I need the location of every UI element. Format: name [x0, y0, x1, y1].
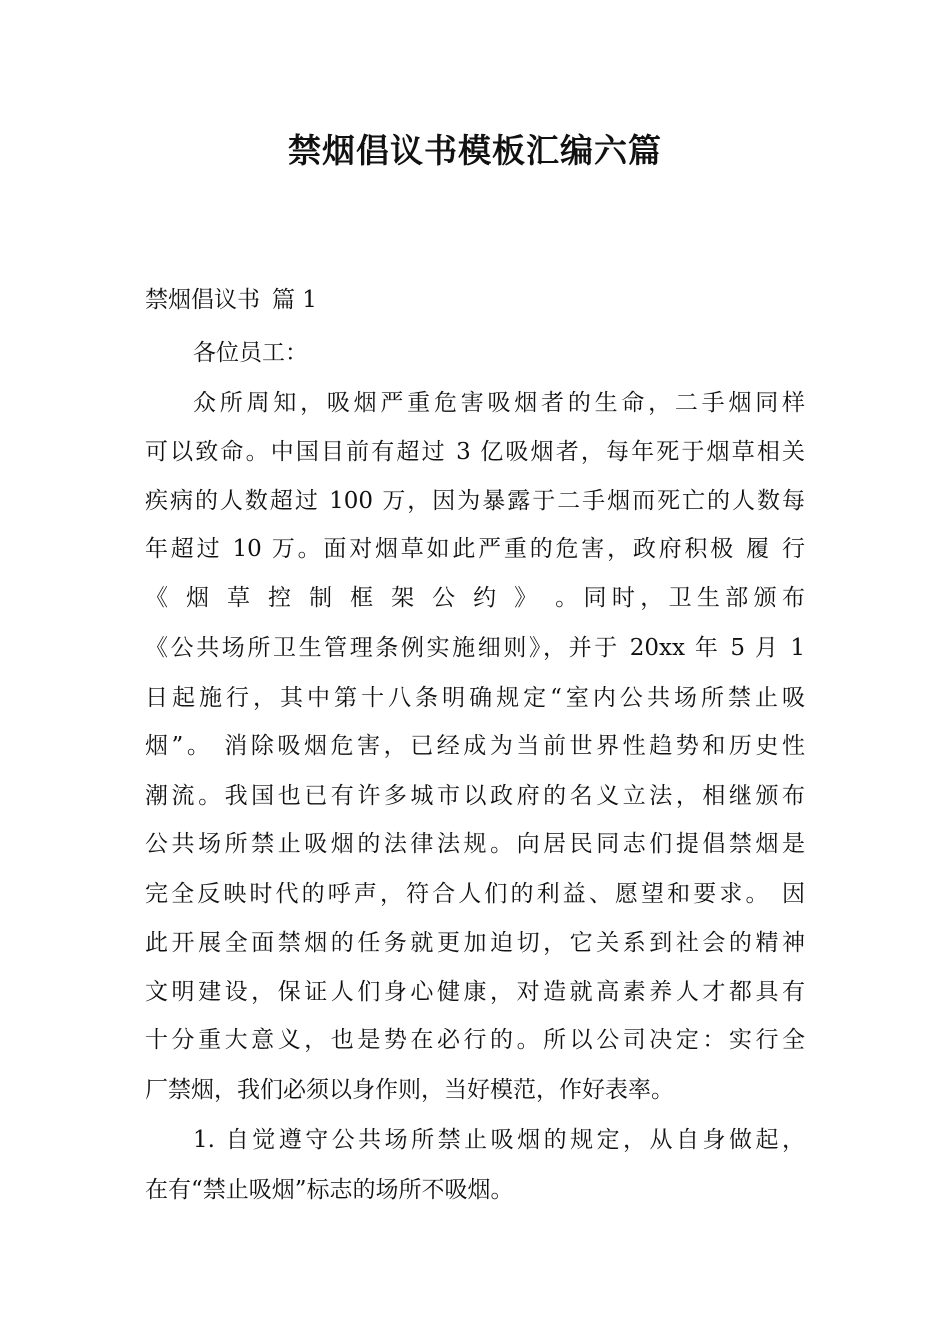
paragraph-line: 《 烟 草 控 制 框 架 公 约 》 。同时，卫生部颁布: [145, 585, 805, 611]
section-number: 篇 1: [272, 287, 317, 313]
paragraph-line: 潮流。我国也已有许多城市以政府的名义立法，相继颁布: [145, 783, 805, 809]
paragraph-line: 疾病的人数超过 100 万，因为暴露于二手烟而死亡的人数每: [145, 488, 805, 514]
paragraph-line: 厂禁烟，我们必须以身作则，当好模范，作好表率。: [145, 1077, 674, 1103]
paragraph-line: 十分重大意义，也是势在必行的。所以公司决定：实行全: [145, 1027, 805, 1053]
paragraph-line: 此开展全面禁烟的任务就更加迫切，它关系到社会的精神: [145, 930, 805, 956]
paragraph-line: 众所周知，吸烟严重危害吸烟者的生命，二手烟同样: [193, 390, 805, 416]
paragraph-line: 烟”。 消除吸烟危害，已经成为当前世界性趋势和历史性: [145, 733, 805, 759]
paragraph-line: 文明建设，保证人们身心健康，对造就高素养人才都具有: [145, 979, 805, 1005]
list-item-line: 在有“禁止吸烟”标志的场所不吸烟。: [145, 1177, 514, 1203]
salutation: 各位员工：: [193, 340, 308, 366]
document-title: 禁烟倡议书模板汇编六篇: [288, 131, 662, 170]
paragraph-line: 日起施行，其中第十八条明确规定“室内公共场所禁止吸: [145, 685, 805, 711]
section-heading: [145, 282, 317, 318]
paragraph-line: 《公共场所卫生管理条例实施细则》，并于 20xx 年 5 月 1: [145, 635, 805, 661]
paragraph-line: 完全反映时代的呼声，符合人们的利益、愿望和要求。 因: [145, 881, 805, 907]
list-item-line: 1. 自觉遵守公共场所禁止吸烟的规定，从自身做起，: [193, 1127, 805, 1153]
paragraph-line: 可以致命。中国目前有超过 3 亿吸烟者，每年死于烟草相关: [145, 439, 805, 465]
paragraph-line: 年超过 10 万。面对烟草如此严重的危害，政府积极 履 行: [145, 536, 805, 562]
paragraph-line: 公共场所禁止吸烟的法律法规。向居民同志们提倡禁烟是: [145, 831, 805, 857]
section-heading-text: 禁烟倡议书: [145, 287, 260, 313]
